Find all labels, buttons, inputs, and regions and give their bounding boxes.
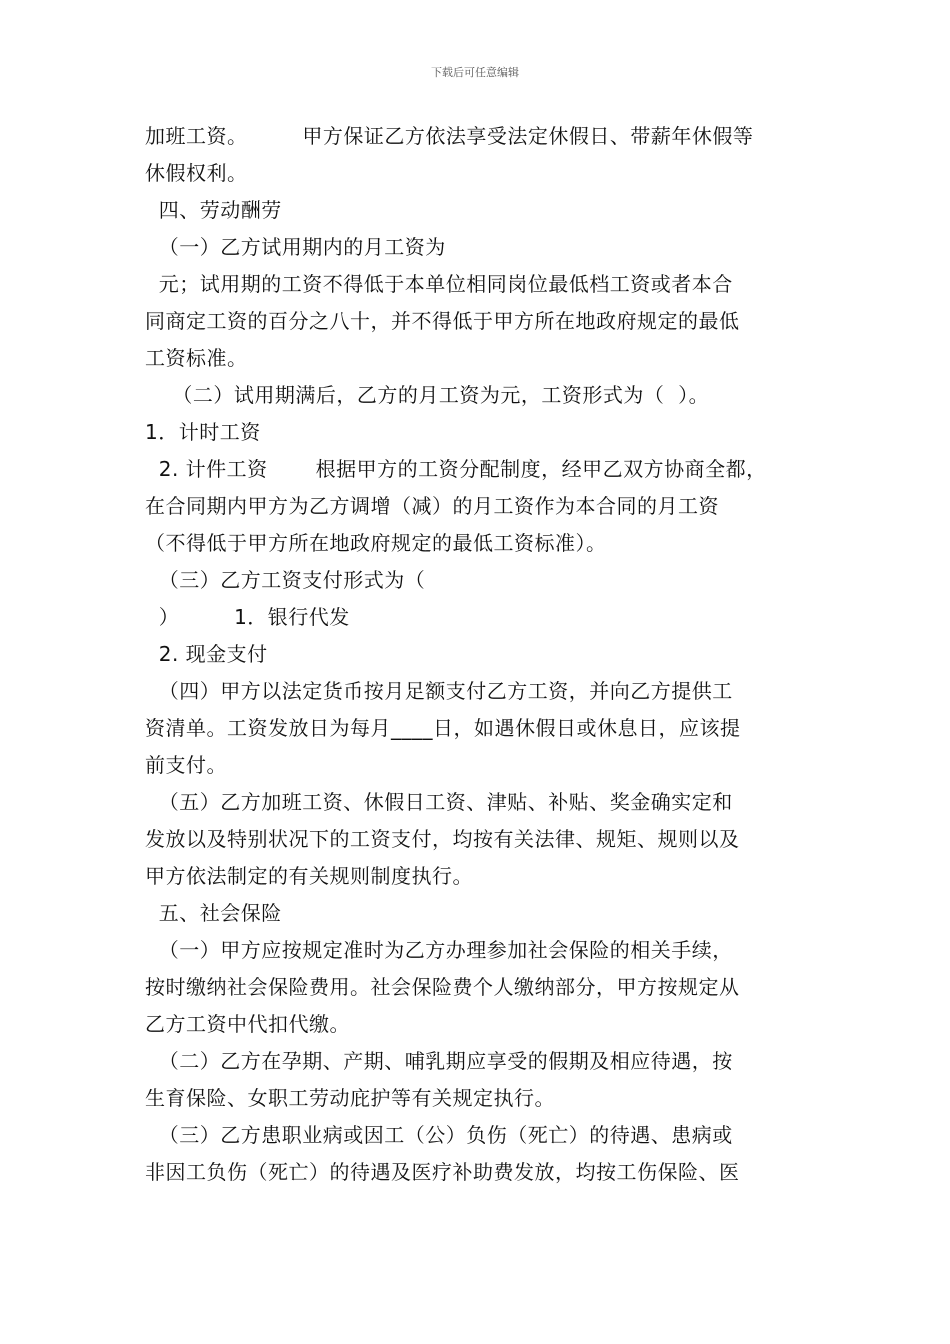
- body-line: （一）甲方应按规定准时为乙方办理参加社会保险的相关手续，: [145, 938, 733, 962]
- body-line: （二）乙方在孕期、产期、哺乳期应享受的假期及相应待遇，按: [145, 1049, 733, 1073]
- body-line: 前支付。: [145, 753, 227, 777]
- body-line: 在合同期内甲方为乙方调增（减）的月工资作为本合同的月工资: [145, 494, 719, 518]
- body-line: 按时缴纳社会保险费用。社会保险费个人缴纳部分，甲方按规定从: [145, 975, 740, 999]
- list-item: 1．计时工资: [145, 420, 261, 444]
- body-line: （一）乙方试用期内的月工资为: [145, 235, 446, 259]
- body-line: （二）试用期满后，乙方的月工资为元，工资形式为（ ）。: [145, 383, 710, 407]
- body-line: 发放以及特别状况下的工资支付，均按有关法律、规矩、规则以及: [145, 827, 740, 851]
- body-line: 生育保险、女职工劳动庇护等有关规定执行。: [145, 1086, 555, 1110]
- section-heading: 五、社会保险: [145, 901, 282, 925]
- page-header-watermark: 下载后可任意编辑: [431, 66, 519, 79]
- body-line: 资清单。工资发放日为每月____日，如遇休假日或休息日，应该提: [145, 716, 741, 740]
- section-heading: 四、劳动酬劳: [145, 198, 282, 222]
- list-item: ） 1．银行代发: [145, 605, 350, 629]
- body-line: （四）甲方以法定货币按月足额支付乙方工资，并向乙方提供工: [145, 679, 733, 703]
- body-line: （三）乙方工资支付形式为（: [145, 568, 426, 592]
- body-line: 元；试用期的工资不得低于本单位相同岗位最低档工资或者本合: [145, 272, 733, 296]
- body-line: 甲方依法制定的有关规则制度执行。: [145, 864, 473, 888]
- body-line: 工资标准。: [145, 346, 248, 370]
- body-line: 同商定工资的百分之八十，并不得低于甲方所在地政府规定的最低: [145, 309, 740, 333]
- body-line: （五）乙方加班工资、休假日工资、津贴、补贴、奖金确实定和: [145, 790, 733, 814]
- body-line: （不得低于甲方所在地政府规定的最低工资标准）。: [145, 531, 607, 555]
- list-item: 2. 现金支付: [145, 642, 268, 666]
- list-item: 2. 计件工资 根据甲方的工资分配制度，经甲乙双方协商全都，: [145, 457, 767, 481]
- body-line: 休假权利。: [145, 161, 248, 185]
- body-line: （三）乙方患职业病或因工（公）负伤（死亡）的待遇、患病或: [145, 1123, 733, 1147]
- body-line: 非因工负伤（死亡）的待遇及医疗补助费发放，均按工伤保险、医: [145, 1160, 740, 1184]
- body-line: 加班工资。 甲方保证乙方依法享受法定休假日、带薪年休假等: [145, 124, 754, 148]
- body-line: 乙方工资中代扣代缴。: [145, 1012, 350, 1036]
